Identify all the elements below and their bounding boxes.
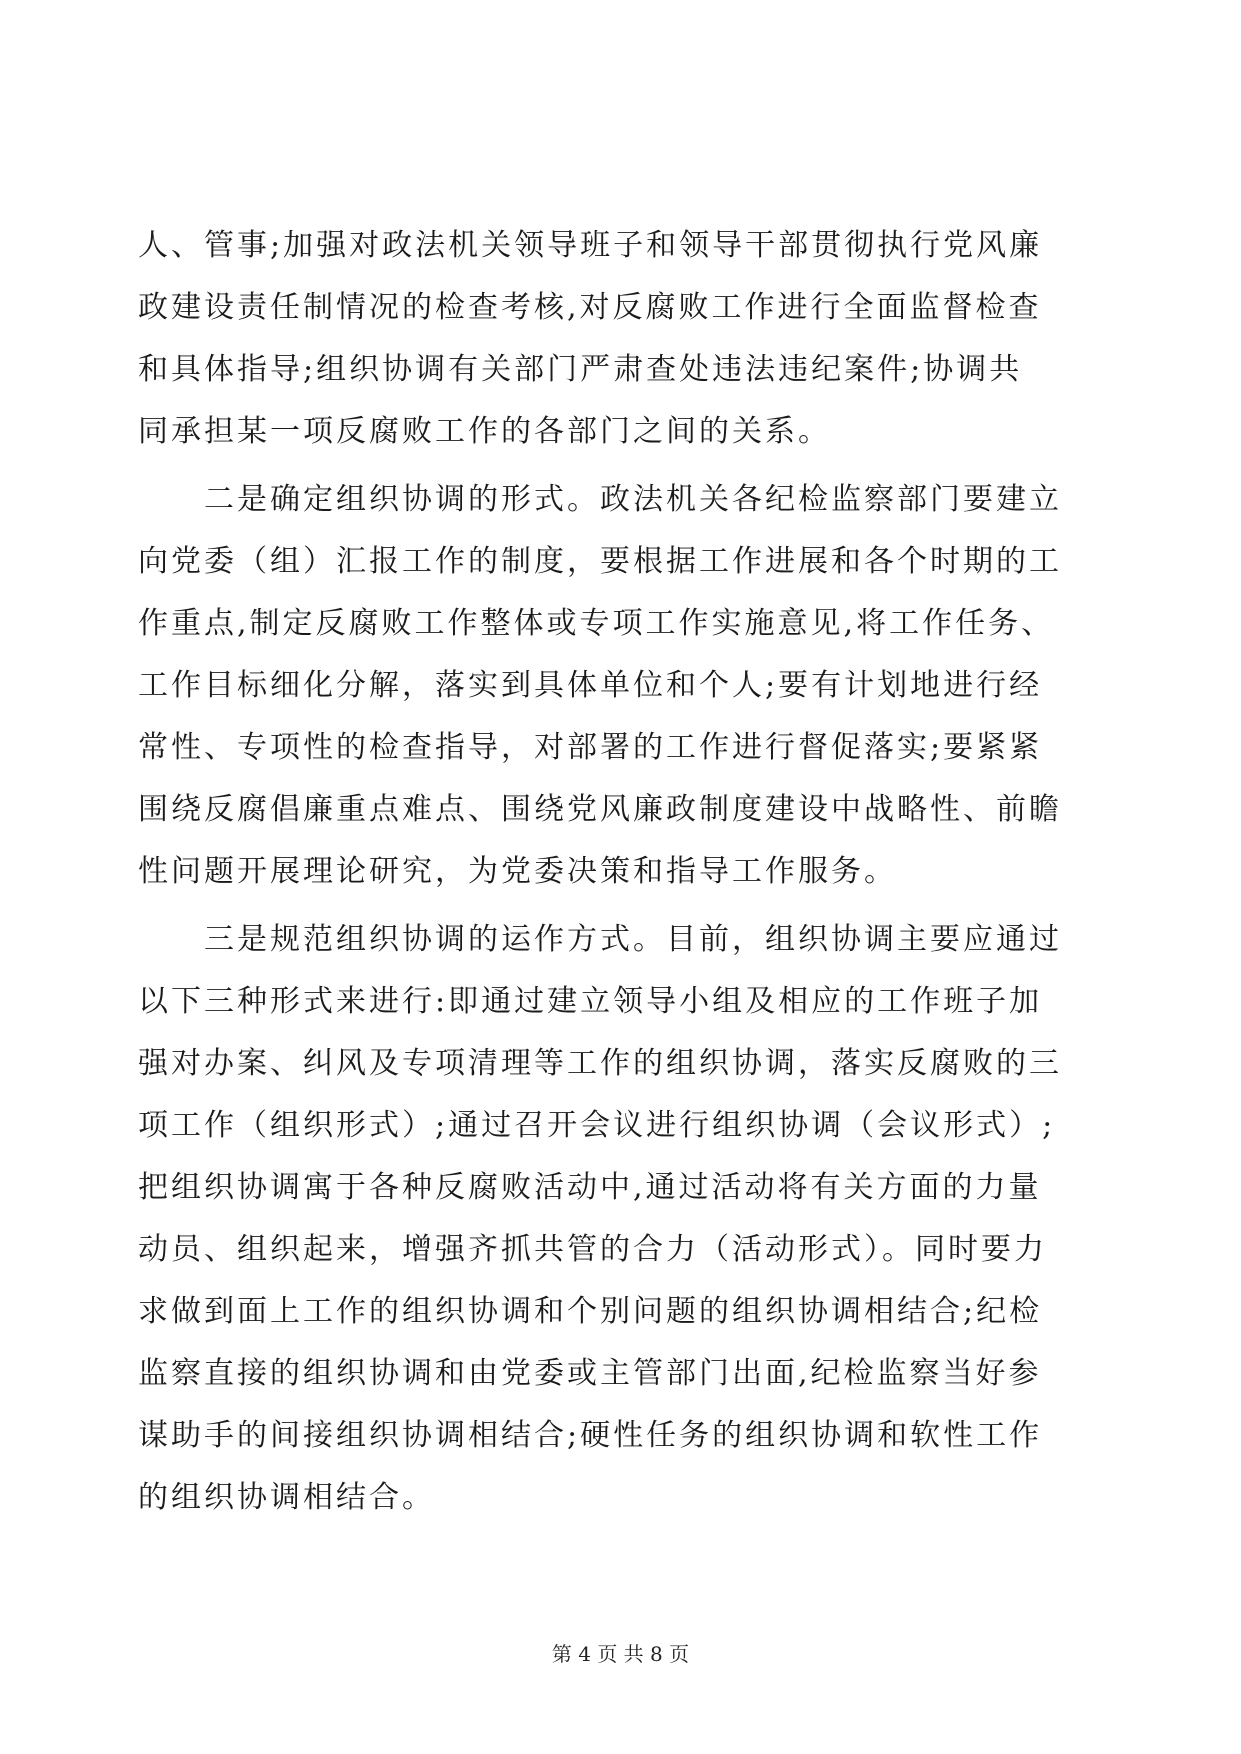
text-line: 动员、组织起来，增强齐抓共管的合力（活动形式）。同时要力 bbox=[138, 1232, 1047, 1267]
text-line: 谋助手的间接组织协调相结合;硬性任务的组织协调和软性工作 bbox=[138, 1418, 1043, 1453]
text-line: 向党委（组）汇报工作的制度，要根据工作进展和各个时期的工 bbox=[138, 544, 1062, 579]
text-line: 二是确定组织协调的形式。政法机关各纪检监察部门要建立 bbox=[138, 482, 1062, 517]
text-line: 以下三种形式来进行:即通过建立领导小组及相应的工作班子加 bbox=[138, 984, 1043, 1019]
document-body bbox=[138, 215, 1098, 1529]
text-line: 工作目标细化分解，落实到具体单位和个人;要有计划地进行经 bbox=[138, 668, 1043, 703]
text-line: 和具体指导;组织协调有关部门严肃查处违法违纪案件;协调共 bbox=[138, 352, 1023, 387]
text-line: 围绕反腐倡廉重点难点、围绕党风廉政制度建设中战略性、前瞻 bbox=[138, 792, 1062, 827]
text-line: 项工作（组织形式）;通过召开会议进行组织协调（会议形式）; bbox=[138, 1108, 1056, 1143]
text-line: 作重点,制定反腐败工作整体或专项工作实施意见,将工作任务、 bbox=[138, 606, 1055, 641]
text-line: 人、管事;加强对政法机关领导班子和领导干部贯彻执行党风廉 bbox=[138, 228, 1043, 263]
text-line: 性问题开展理论研究，为党委决策和指导工作服务。 bbox=[138, 854, 897, 889]
text-line: 的组织协调相结合。 bbox=[138, 1480, 435, 1515]
page-number: 第 4 页 共 8 页 bbox=[551, 1642, 690, 1666]
text-line: 把组织协调寓于各种反腐败活动中,通过活动将有关方面的力量 bbox=[138, 1170, 1042, 1205]
text-line: 求做到面上工作的组织协调和个别问题的组织协调相结合;纪检 bbox=[138, 1294, 1043, 1329]
text-line: 三是规范组织协调的运作方式。目前，组织协调主要应通过 bbox=[138, 922, 1062, 957]
text-line: 同承担某一项反腐败工作的各部门之间的关系。 bbox=[138, 414, 831, 449]
text-line: 常性、专项性的检查指导，对部署的工作进行督促落实;要紧紧 bbox=[138, 730, 1043, 765]
text-line: 强对办案、纠风及专项清理等工作的组织协调，落实反腐败的三 bbox=[138, 1046, 1062, 1081]
text-line: 政建设责任制情况的检查考核,对反腐败工作进行全面监督检查 bbox=[138, 290, 1042, 325]
text-line: 监察直接的组织协调和由党委或主管部门出面,纪检监察当好参 bbox=[138, 1356, 1042, 1391]
